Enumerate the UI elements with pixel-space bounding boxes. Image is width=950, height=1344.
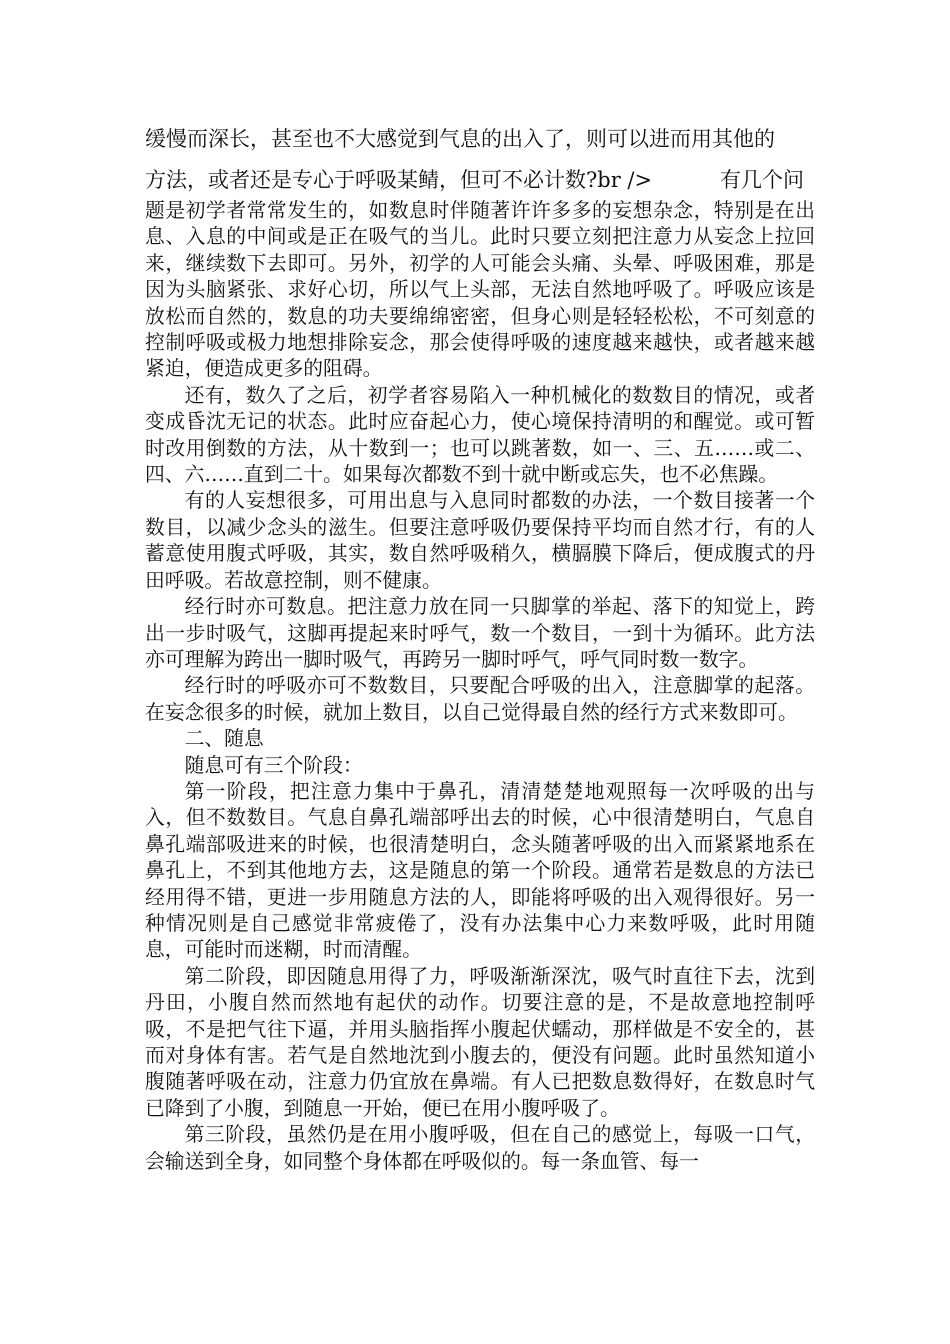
- paragraph-5: 经行时的呼吸亦可不数数目，只要配合呼吸的出入，注意脚掌的起落。在妄念很多的时候，就加上数目，以自己觉得最自然的经行方式来数即可。: [145, 674, 815, 724]
- text-line-2-tail: 有几个问: [720, 168, 804, 192]
- paragraph-6: 随息可有三个阶段：: [184, 753, 363, 777]
- paragraph-2: 还有，数久了之后，初学者容易陷入一种机械化的数数目的情况，或者变成昏沈无记的状态。此时应奋起心力，使心境保持清明的和醒觉。或可暂时改用倒数的方法，从十数到一；也可以跳著数，如一、三、五……或二、四、六……直到二十。如果每次都数不到十就中断或忘失，也不必焦躁。: [145, 383, 815, 487]
- paragraph-9: 第三阶段，虽然仍是在用小腹呼吸，但在自己的感觉上，每吸一口气，会输送到全身，如同整个身体都在呼吸似的。每一条血管、每一: [145, 1123, 815, 1173]
- paragraph-4: 经行时亦可数息。把注意力放在同一只脚掌的举起、落下的知觉上，跨出一步时吸气，这脚再提起来时呼气，数一个数目，一到十为循环。此方法亦可理解为跨出一脚时吸气，再跨另一脚时呼气，呼气同时数一数字。: [145, 595, 815, 671]
- paragraph-1: 题是初学者常常发生的，如数息时伴随著许许多多的妄想杂念，特别是在出息、入息的中间或是正在吸气的当儿。此时只要立刻把注意力从妄念上拉回来，继续数下去即可。另外，初学的人可能会头痛、头晕、呼吸困难，那是因为头脑紧张、求好心切，所以气上头部，无法自然地呼吸了。呼吸应该是放松而自然的，数息的功夫要绵绵密密，但身心则是轻轻松松，不可刻意的控制呼吸或极力地想排除妄念，那会使得呼吸的速度越来越快，或者越来越紧迫，便造成更多的阻碍。: [145, 199, 815, 381]
- paragraph-7: 第一阶段，把注意力集中于鼻孔，清清楚楚地观照每一次呼吸的出与入，但不数数目。气息自鼻孔端部呼出去的时候，心中很清楚明白，气息自鼻孔端部吸进来的时候，也很清楚明白，念头随著呼吸的出入而紧紧地系在鼻孔上，不到其他地方去，这是随息的第一个阶段。通常若是数息的方法已经用得不错，更进一步用随息方法的人，即能将呼吸的出入观得很好。另一种情况则是自己感觉非常疲倦了，没有办法集中心力来数呼吸，此时用随息，可能时而迷糊，时而清醒。: [145, 779, 815, 962]
- document-body: [145, 198, 815, 1175]
- text-line-2: 方法，或者还是专心于呼吸某鲭，但可不必计数?br />: [145, 168, 653, 192]
- text-line-1: 缓慢而深长，甚至也不大感觉到气息的出入了，则可以进而用其他的: [145, 127, 775, 151]
- section-heading: 二、随息: [184, 727, 264, 751]
- paragraph-8: 第二阶段，即因随息用得了力，呼吸渐渐深沈，吸气时直往下去，沈到丹田，小腹自然而然地有起伏的动作。切要注意的是，不是故意地控制呼吸，不是把气往下逼，并用头脑指挥小腹起伏蠕动，那样做是不安全的，甚而对身体有害。若气是自然地沈到小腹去的，便没有问题。此时虽然知道小腹随著呼吸在动，注意力仍宜放在鼻端。有人已把数息数得好，在数息时气已降到了小腹，到随息一开始，便已在用小腹呼吸了。: [145, 964, 815, 1120]
- paragraph-3: 有的人妄想很多，可用出息与入息同时都数的办法，一个数目接著一个数目，以减少念头的滋生。但要注意呼吸仍要保持平均而自然才行，有的人蓄意使用腹式呼吸，其实，数自然呼吸稍久，横膈膜下降后，便成腹式的丹田呼吸。若故意控制，则不健康。: [145, 489, 815, 592]
